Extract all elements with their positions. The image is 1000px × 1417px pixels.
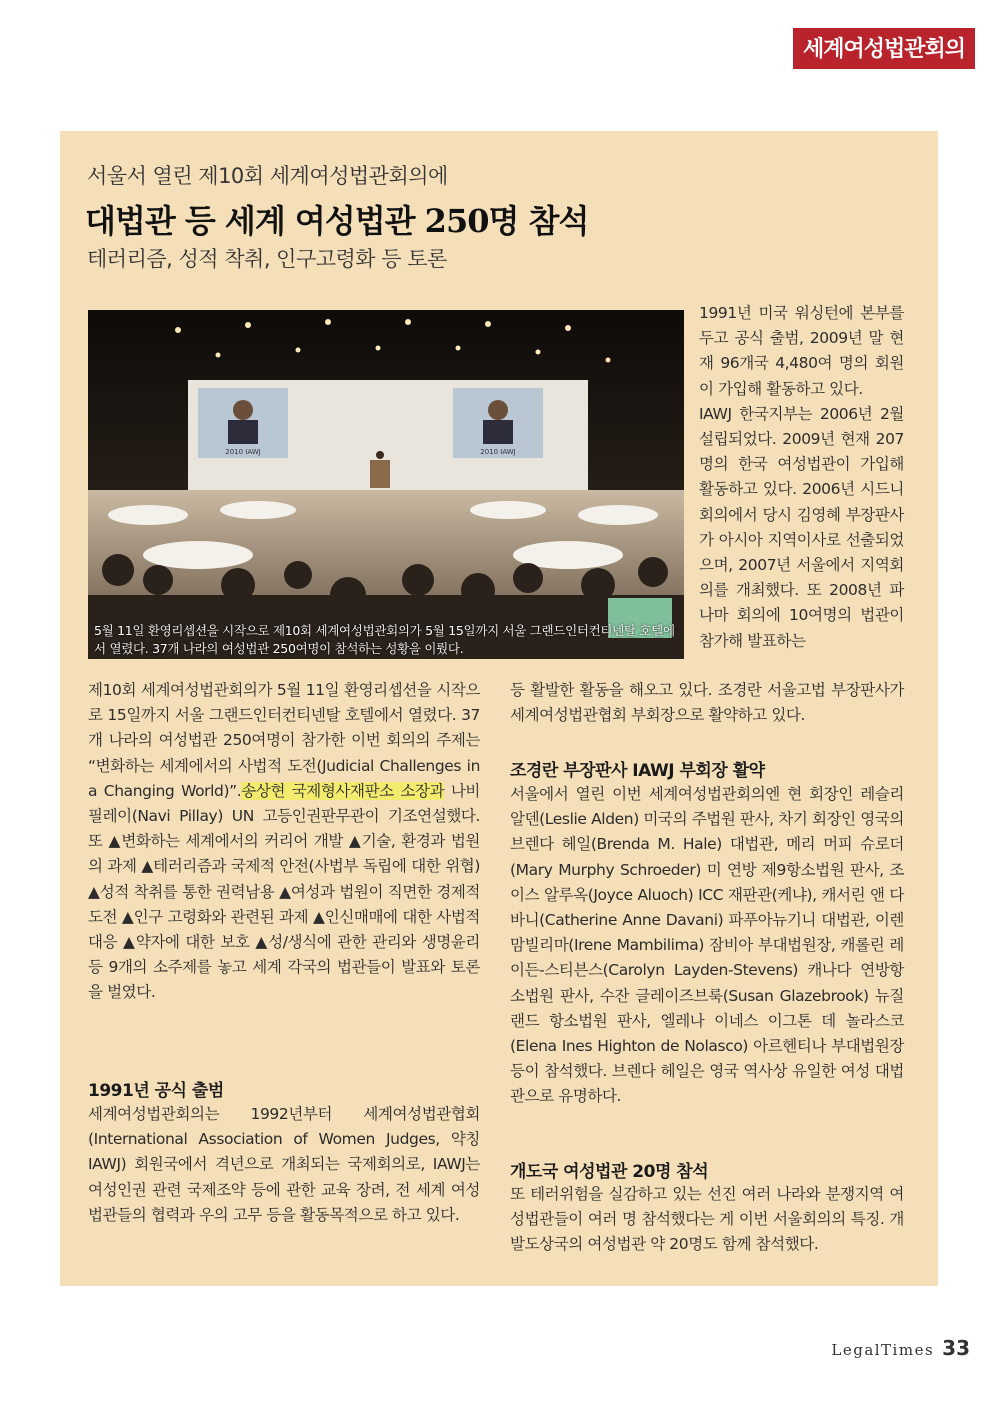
kicker: 서울서 열린 제10회 세계여성법관회의에: [87, 164, 448, 188]
screen-right-label: 2010 IAWJ: [480, 448, 516, 456]
left-column-intro: [88, 678, 480, 1006]
left-column-history: [88, 1102, 480, 1228]
conference-hall-illustration: [88, 310, 684, 659]
developing-countries-paragraph: 또 테러위험을 실감하고 있는 선진 여러 나라와 분쟁지역 여성법관들이 여러 명 참석했다는 게 이번 서울회의의 특징. 개발도상국의 여성법관 약 20명도 함께 참석했다.: [510, 1185, 904, 1254]
magazine-name: LegalTimes: [831, 1341, 935, 1359]
right-paragraph-continued: 등 활발한 활동을 해오고 있다. 조경란 서울고법 부장판사가 세계여성법관협회 부회장으로 활약하고 있다.: [510, 681, 904, 725]
section-tag: 세계여성법관회의: [793, 28, 975, 69]
intro-text-b: 나비 필레이(Navi Pillay) UN 고등인권판무관이 기조연설했다. 또 ▲변화하는 세계에서의 커리어 개발 ▲기술, 환경과 법원의 과제 ▲테러리즘과 국제적 안전(사법부 독립에 대한 위협) ▲성적 착취를 통한 권력남용 ▲여성과 법원이 직면한 경제적 도전 ▲인구 고령화와 관련된 과제 ▲인신매매에 대한 사법적 대응 ▲약자에 대한 보호 ▲성/생식에 관한 관리와 생명윤리 등 9개의 소주제를 놓고 세계 각국의 법관들이 발표와 토론을 벌였다.: [88, 781, 480, 1002]
right-column-attendees: [510, 782, 904, 1110]
event-photo: [88, 310, 684, 659]
page-footer: [831, 1336, 970, 1360]
subtitle-vice-president: 조경란 부장판사 IAWJ 부회장 활약: [510, 761, 765, 781]
right-top-paragraph-2: IAWJ 한국지부는 2006년 2월 설립되었다. 2009년 현재 207명의 한국 여성법관이 가입해 활동하고 있다. 2006년 시드니 회의에서 당시 김영혜 부장판사가 아시아 지역이사로 선출되었으며, 2007년 서울에서 지역회의를 개최했다. 또 2008년 파나마 회의에 10여명의 법관이 참가해 발표하는: [699, 404, 904, 650]
attendees-paragraph: 서울에서 열린 이번 세계여성법관회의엔 현 회장인 레슬리 알덴(Leslie Alden) 미국의 주법원 판사, 차기 회장인 영국의 브렌다 헤일(Brenda M. Hale) 대법관, 메리 머피 슈로더(Mary Murphy Schroeder) 미 연방 제9항소법원 판사, 조이스 알루옥(Joyce Aluoch) ICC 재판관(케냐), 캐서린 앤 다바니(Catherine Anne Davani) 파푸아뉴기니 대법관, 이렌 맘빌리마(Irene Mambilima) 잠비아 부대법원장, 캐롤린 레이든-스티븐스(Carolyn Layden-Stevens) 캐나다 연방항소법원 판사, 수잔 글레이즈브룩(Susan Glazebrook) 뉴질랜드 항소법원 판사, 엘레나 이네스 이그톤 데 놀라스코(Elena Ines Highton de Nolasco) 아르헨티나 부대법원장 등이 참석했다. 브렌다 헤일은 영국 역사상 유일한 여성 대법관으로 유명하다.: [510, 785, 904, 1106]
subtitle-developing-countries: 개도국 여성법관 20명 참석: [510, 1162, 709, 1182]
highlighted-text: 송상현 국제형사재판소 소장과: [241, 781, 445, 800]
history-paragraph: 세계여성법관회의는 1992년부터 세계여성법관협회(International Association of Women Judges, 약칭 IAWJ) 회원국에서 격년으로 개최되는 국제회의로, IAWJ는 여성인권 관련 국제조약 등에 관한 교육 장려, 전 세계 여성법관들의 협력과 우의 고무 등을 활동목적으로 하고 있다.: [88, 1105, 480, 1224]
intro-text-a: 제10회 세계여성법관회의가 5월 11일 환영리셉션을 시작으로 15일까지 서울 그랜드인터컨티넨탈 호텔에서 열렸다. 37개 나라의 여성법관 250여명이 참가한 이번 회의의 주제는 “변화하는 세계에서의 사법적 도전(Judicial Challenges in a Changing World)”.: [88, 681, 480, 800]
right-top-paragraph-1: 1991년 미국 워싱턴에 본부를 두고 공식 출범, 2009년 말 현재 96개국 4,480여 명의 회원이 가입해 활동하고 있다.: [699, 304, 904, 398]
headline: 대법관 등 세계 여성법관 250명 참석: [85, 202, 589, 240]
right-column-final: [510, 1182, 904, 1258]
photo-caption: 5월 11일 환영리셉션을 시작으로 제10회 세계여성법관회의가 5월 15일까지 서울 그랜드인터컨티넨탈 호텔에서 열렸다. 37개 나라의 여성법관 250여명이 참석하는 성황을 이뤘다.: [94, 623, 675, 656]
right-column-continued: [510, 678, 904, 728]
subtitle-launch: 1991년 공식 출범: [88, 1081, 224, 1101]
right-column-top: [699, 301, 904, 654]
subhead: 테러리즘, 성적 착취, 인구고령화 등 토론: [87, 247, 447, 271]
screen-left-label: 2010 IAWJ: [225, 448, 261, 456]
page-number: 33: [942, 1336, 970, 1360]
intro-paragraph: [88, 678, 480, 1006]
